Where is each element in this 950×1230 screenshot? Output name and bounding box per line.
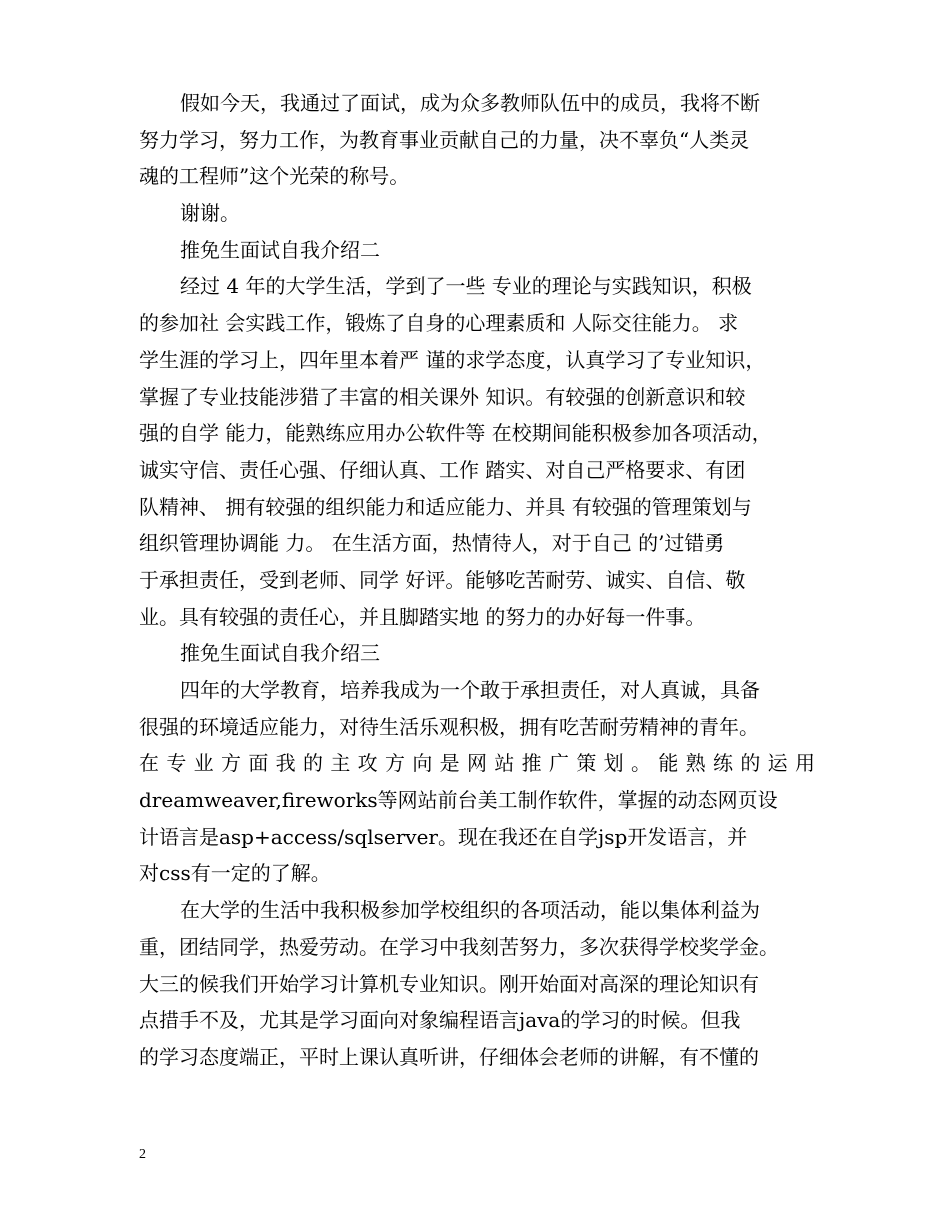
text-line: 组织管理协调能 力。 在生活方面，热情待人，对于自己 的’过错勇 [139,531,725,556]
text-line: 计语言是asp+access/sqlserver。现在我还在自学jsp开发语言，并 [139,824,748,849]
text-line: 在大学的生活中我积极参加学校组织的各项活动，能以集体利益为 [180,898,760,923]
text-line: 很强的环境适应能力，对待生活乐观积极，拥有吃苦耐劳精神的青年。 [139,714,759,739]
text-line: 诚实守信、责任心强、仔细认真、工作 踏实、对自己严格要求、有团 [139,457,746,482]
text-line: 经过 4 年的大学生活，学到了一些 专业的理论与实践知识，积极 [180,274,752,299]
text-line: 推免生面试自我介绍三 [180,641,380,666]
text-line: 对css有一定的了解。 [139,861,331,886]
text-line: 强的自学 能力，能熟练应用办公软件等 在校期间能积极参加各项活动， [139,421,772,446]
text-line: 掌握了专业技能涉猎了丰富的相关课外 知识。有较强的创新意识和较 [139,384,746,409]
text-line: 业。具有较强的责任心，并且脚踏实地 的努力的办好每一件事。 [139,604,706,629]
text-line: 学生涯的学习上，四年里本着严 谨的求学态度，认真学习了专业知识， [139,347,766,372]
document-body [139,85,815,1076]
text-line: 的学习态度端正，平时上课认真听讲，仔细体会老师的讲解，有不懂的 [139,1044,759,1069]
page-number: 2 [139,1147,146,1162]
text-line: 魂的工程师”这个光荣的称号。 [139,164,410,189]
text-line: 谢谢。 [180,201,240,226]
text-line: 重，团结同学，热爱劳动。在学习中我刻苦努力，多次获得学校奖学金。 [139,934,779,959]
text-line: 假如今天，我通过了面试，成为众多教师队伍中的成员，我将不断 [180,91,760,115]
text-line: 努力学习，努力工作，为教育事业贡献自己的力量，决不辜负“人类灵 [139,127,750,152]
text-line: 点措手不及，尤其是学习面向对象编程语言java的学习的时候。但我 [139,1008,741,1033]
text-line: 推免生面试自我介绍二 [180,237,380,262]
text-line: 在专业方面我的主攻方向是网站推广策划。能熟练的运用 [139,751,815,776]
text-line: 的参加社 会实践工作，锻炼了自身的心理素质和 人际交往能力。 求 [139,311,739,336]
text-line: 队精神、 拥有较强的组织能力和适应能力、并具 有较强的管理策划与 [139,494,752,519]
text-line: 大三的候我们开始学习计算机专业知识。刚开始面对高深的理论知识有 [139,971,759,996]
text-line: 于承担责任，受到老师、同学 好评。能够吃苦耐劳、诚实、自信、敬 [139,567,746,592]
text-line: 四年的大学教育，培养我成为一个敢于承担责任，对人真诚，具备 [180,678,760,702]
text-line: dreamweaver,fireworks等网站前台美工制作软件，掌握的动态网页设 [139,788,778,813]
